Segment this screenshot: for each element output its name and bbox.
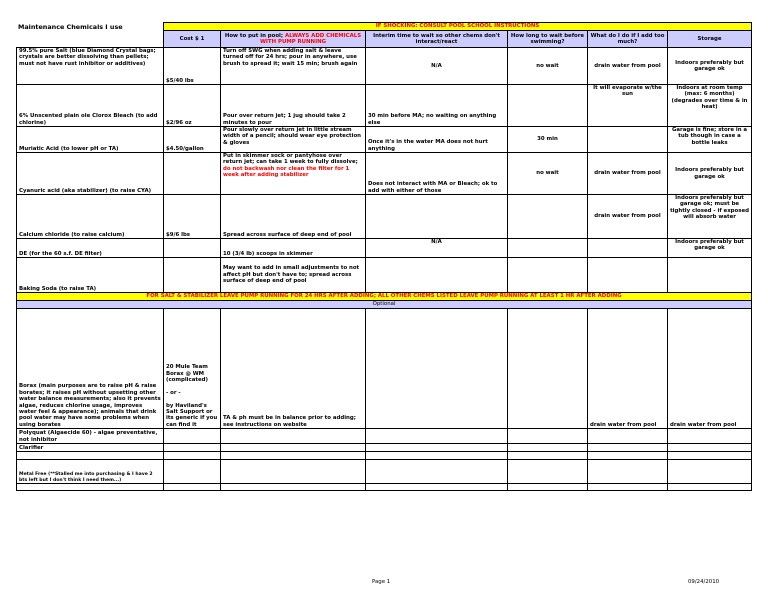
header-how-to-put-label: How to put in pool; bbox=[224, 32, 284, 39]
cost-cell bbox=[164, 460, 221, 484]
chemical-cell: 99.5% pure Salt (blue Diamond Crystal bags; crystals are better dissolving than pellets; must not have rust inhibitor or additives) bbox=[17, 48, 164, 85]
how-cell bbox=[221, 153, 366, 195]
how-cell: Pour slowly over return jet in little stream width of a pencil; should wear eye protection & gloves bbox=[221, 127, 366, 153]
how-cell: Pour over return jet; 1 jug should take 2 minutes to pour bbox=[221, 85, 366, 127]
storage-cell: Indoors preferably but garage ok bbox=[668, 153, 752, 195]
wait-cell: no wait bbox=[508, 153, 588, 195]
cost-cell: 20 Mule Team Borax @ WM (complicated) - or - by Haviland's Salt Support or its generic if you can find it bbox=[164, 309, 221, 429]
wait-cell: 30 min bbox=[508, 127, 588, 153]
chemical-cell: Muriatic Acid (to lower pH or TA) bbox=[17, 127, 164, 153]
interim-cell: N/A bbox=[366, 48, 508, 85]
chemical-cell: Clarifier bbox=[17, 444, 164, 452]
too-much-cell: drain water from pool bbox=[588, 195, 668, 239]
chemical-cell bbox=[17, 484, 164, 491]
wait-cell bbox=[508, 239, 588, 258]
chemicals-table bbox=[16, 22, 752, 491]
how-cell bbox=[221, 452, 366, 460]
chemical-cell: Cyanuric acid (aka stabilizer) (to raise CYA) bbox=[17, 153, 164, 195]
storage-cell: Indoors preferably but garage ok; must be tightly closed - if exposed will absorb water bbox=[668, 195, 752, 239]
too-much-cell bbox=[588, 127, 668, 153]
storage-cell bbox=[668, 484, 752, 491]
interim-cell bbox=[366, 452, 508, 460]
table-row bbox=[17, 195, 752, 239]
how-cell bbox=[221, 444, 366, 452]
header-how-to-put-warning: ALWAYS ADD CHEMICALS WITH PUMP RUNNING bbox=[259, 32, 362, 45]
chemical-cell: Borax (main purposes are to raise pH & raise borates; it raises pH without upsetting other water balance measurements; also it prevents algae, reduces chlorine usage, improves water feel & appearance); animals that drink pool water may have some problems when using borates bbox=[17, 309, 164, 429]
table-row bbox=[17, 239, 752, 258]
storage-cell bbox=[668, 429, 752, 444]
how-cell: Turn off SWG when adding salt & leave turned off for 24 hrs; pour in anywhere, use brush to spread it; wait 15 min; brush again bbox=[221, 48, 366, 85]
table-row bbox=[17, 452, 752, 460]
table-row bbox=[17, 48, 752, 85]
storage-cell: Indoors at room temp (max: 6 months) (degrades over time & in heat) bbox=[668, 85, 752, 127]
chemical-cell bbox=[17, 452, 164, 460]
interim-cell bbox=[366, 195, 508, 239]
too-much-cell: drain water from pool bbox=[588, 48, 668, 85]
how-cell bbox=[221, 429, 366, 444]
table-row bbox=[17, 444, 752, 452]
header-how-long: How long to wait before swimming? bbox=[508, 31, 588, 48]
print-date: 09/24/2010 bbox=[688, 579, 720, 585]
table-row bbox=[17, 309, 752, 429]
storage-cell: Indoors preferably but garage ok bbox=[668, 239, 752, 258]
too-much-cell bbox=[588, 239, 668, 258]
interim-cell bbox=[366, 309, 508, 429]
storage-cell bbox=[668, 452, 752, 460]
cost-cell bbox=[164, 484, 221, 491]
storage-cell: Garage is fine; store in a tub though in case a bottle leaks bbox=[668, 127, 752, 153]
header-cost: Cost $ 1 bbox=[164, 31, 221, 48]
how-cell: Spread across surface of deep end of pool bbox=[221, 195, 366, 239]
too-much-cell bbox=[588, 452, 668, 460]
how-cell bbox=[221, 460, 366, 484]
how-cell: 10 (3/4 lb) scoops in skimmer bbox=[221, 239, 366, 258]
header-storage: Storage bbox=[668, 31, 752, 48]
cost-cell bbox=[164, 452, 221, 460]
wait-cell: no wait bbox=[508, 48, 588, 85]
page-number: Page 1 bbox=[372, 579, 391, 585]
chemical-cell: Metal Free (**Stalled me into purchasing & I have 2 bts left but I don't think I need them...) bbox=[17, 460, 164, 484]
cost-cell: $9/6 lbs bbox=[164, 195, 221, 239]
chemical-cell: 6% Unscented plain ole Clorox Bleach (to add chlorine) bbox=[17, 85, 164, 127]
wait-cell bbox=[508, 85, 588, 127]
chemical-cell: Baking Soda (to raise TA) bbox=[17, 258, 164, 293]
wait-cell bbox=[508, 484, 588, 491]
cost-cell bbox=[164, 153, 221, 195]
optional-header: Optional bbox=[17, 301, 752, 309]
too-much-cell bbox=[588, 460, 668, 484]
too-much-cell: drain water from pool bbox=[588, 153, 668, 195]
header-too-much: What do I do if I add too much? bbox=[588, 31, 668, 48]
storage-cell bbox=[668, 258, 752, 293]
table-row bbox=[17, 484, 752, 491]
how-text: Put in skimmer sock or pantyhose over return jet; can take 1 week to fully dissolve; bbox=[223, 153, 358, 166]
wait-cell bbox=[508, 452, 588, 460]
interim-cell bbox=[366, 460, 508, 484]
storage-cell: Indoors preferably but garage ok bbox=[668, 48, 752, 85]
table-row bbox=[17, 153, 752, 195]
too-much-cell bbox=[588, 258, 668, 293]
wait-cell bbox=[508, 460, 588, 484]
too-much-cell: It will evaporate w/the sun bbox=[588, 85, 668, 127]
cost-cell: $4.50/gallon bbox=[164, 127, 221, 153]
too-much-cell bbox=[588, 484, 668, 491]
cost-cell bbox=[164, 258, 221, 293]
interim-cell: Once it's in the water MA does not hurt anything bbox=[366, 127, 508, 153]
cost-cell bbox=[164, 239, 221, 258]
sheet-title: Maintenance Chemicals I use bbox=[18, 23, 123, 31]
interim-cell bbox=[366, 258, 508, 293]
table-row bbox=[17, 258, 752, 293]
interim-cell bbox=[366, 484, 508, 491]
table-row bbox=[17, 429, 752, 444]
header-how-to-put bbox=[221, 31, 366, 48]
wait-cell bbox=[508, 258, 588, 293]
cost-cell: $5/40 lbs bbox=[164, 48, 221, 85]
wait-cell bbox=[508, 444, 588, 452]
table-row bbox=[17, 127, 752, 153]
how-warning-text: do not backwash nor clean the filter for 1 week after adding stabilizer bbox=[223, 165, 350, 179]
too-much-cell bbox=[588, 444, 668, 452]
storage-cell bbox=[668, 444, 752, 452]
chemical-cell: DE (for the 60 s.f. DE filter) bbox=[17, 239, 164, 258]
chemical-cell: Polyquat (Algaecide 60) - algae preventative, not inhibitor bbox=[17, 429, 164, 444]
salt-stabilizer-banner: FOR SALT & STABILIZER LEAVE PUMP RUNNING FOR 24 HRS AFTER ADDING; ALL OTHER CHEMS LISTED LEAVE PUMP RUNNING AT LEAST 1 HR AFTER ADDING bbox=[17, 293, 752, 301]
how-cell: May want to add in small adjustments to not affect pH but don't have to; spread across surface of deep end of pool bbox=[221, 258, 366, 293]
wait-cell bbox=[508, 195, 588, 239]
storage-cell: drain water from pool bbox=[668, 309, 752, 429]
header-interim: Interim time to wait so other chems don't interact/react bbox=[366, 31, 508, 48]
wait-cell bbox=[508, 429, 588, 444]
too-much-cell: drain water from pool bbox=[588, 309, 668, 429]
too-much-cell bbox=[588, 429, 668, 444]
table-row bbox=[17, 85, 752, 127]
wait-cell bbox=[508, 309, 588, 429]
storage-cell bbox=[668, 460, 752, 484]
interim-cell: Does not interact with MA or Bleach; ok to add with either of those bbox=[366, 153, 508, 195]
cost-cell bbox=[164, 429, 221, 444]
how-cell: TA & ph must be in balance prior to adding; see instructions on website bbox=[221, 309, 366, 429]
chemical-cell: Calcium chloride (to raise calcium) bbox=[17, 195, 164, 239]
shocking-banner: IF SHOCKING: CONSULT POOL SCHOOL INSTRUCTIONS bbox=[164, 23, 752, 31]
cost-cell bbox=[164, 444, 221, 452]
interim-cell bbox=[366, 444, 508, 452]
cost-cell: $2/96 oz bbox=[164, 85, 221, 127]
table-row bbox=[17, 460, 752, 484]
interim-cell: N/A bbox=[366, 239, 508, 258]
interim-cell bbox=[366, 429, 508, 444]
how-cell bbox=[221, 484, 366, 491]
interim-cell: 30 min before MA; no waiting on anything else bbox=[366, 85, 508, 127]
